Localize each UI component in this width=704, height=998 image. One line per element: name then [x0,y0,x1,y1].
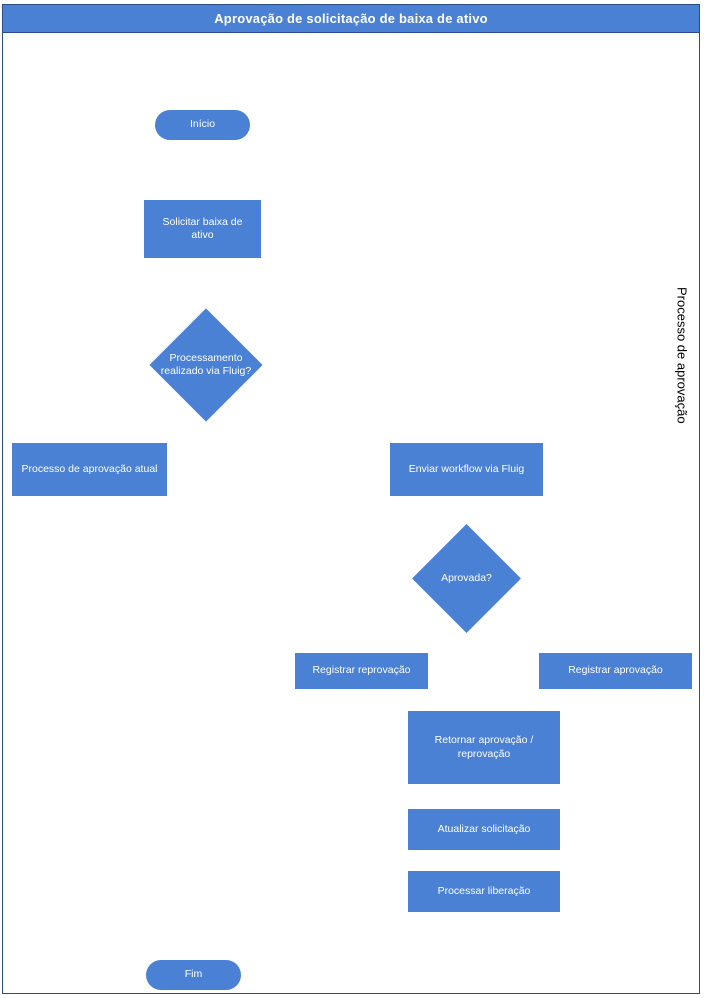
node-registrar-aprovacao[interactable]: Registrar aprovação [539,653,692,689]
node-solicitar-baixa[interactable]: Solicitar baixa de ativo [144,200,261,258]
node-inicio[interactable]: Início [155,110,250,140]
node-fim[interactable]: Fim [146,960,241,990]
gateway-fluig-label: Processamento realizado via Fluig? [160,351,252,377]
node-atualizar-solicitacao[interactable]: Atualizar solicitação [408,809,560,850]
diagram-title: Aprovação de solicitação de baixa de ativo [3,5,699,33]
node-processar-liberacao[interactable]: Processar liberação [408,871,560,912]
node-gateway-fluig[interactable] [160,325,252,405]
process-pool [2,4,700,994]
node-processo-aprovacao-atual[interactable]: Processo de aprovação atual [12,443,167,496]
node-registrar-reprovacao[interactable]: Registrar reprovação [295,653,428,689]
lane-label: Processo de aprovação [674,286,690,424]
node-gateway-aprovada[interactable] [428,540,505,617]
gateway-aprovada-label: Aprovada? [441,571,492,584]
node-enviar-workflow[interactable]: Enviar workflow via Fluig [390,443,543,496]
node-retornar-aprovacao[interactable]: Retornar aprovação / reprovação [408,711,560,784]
